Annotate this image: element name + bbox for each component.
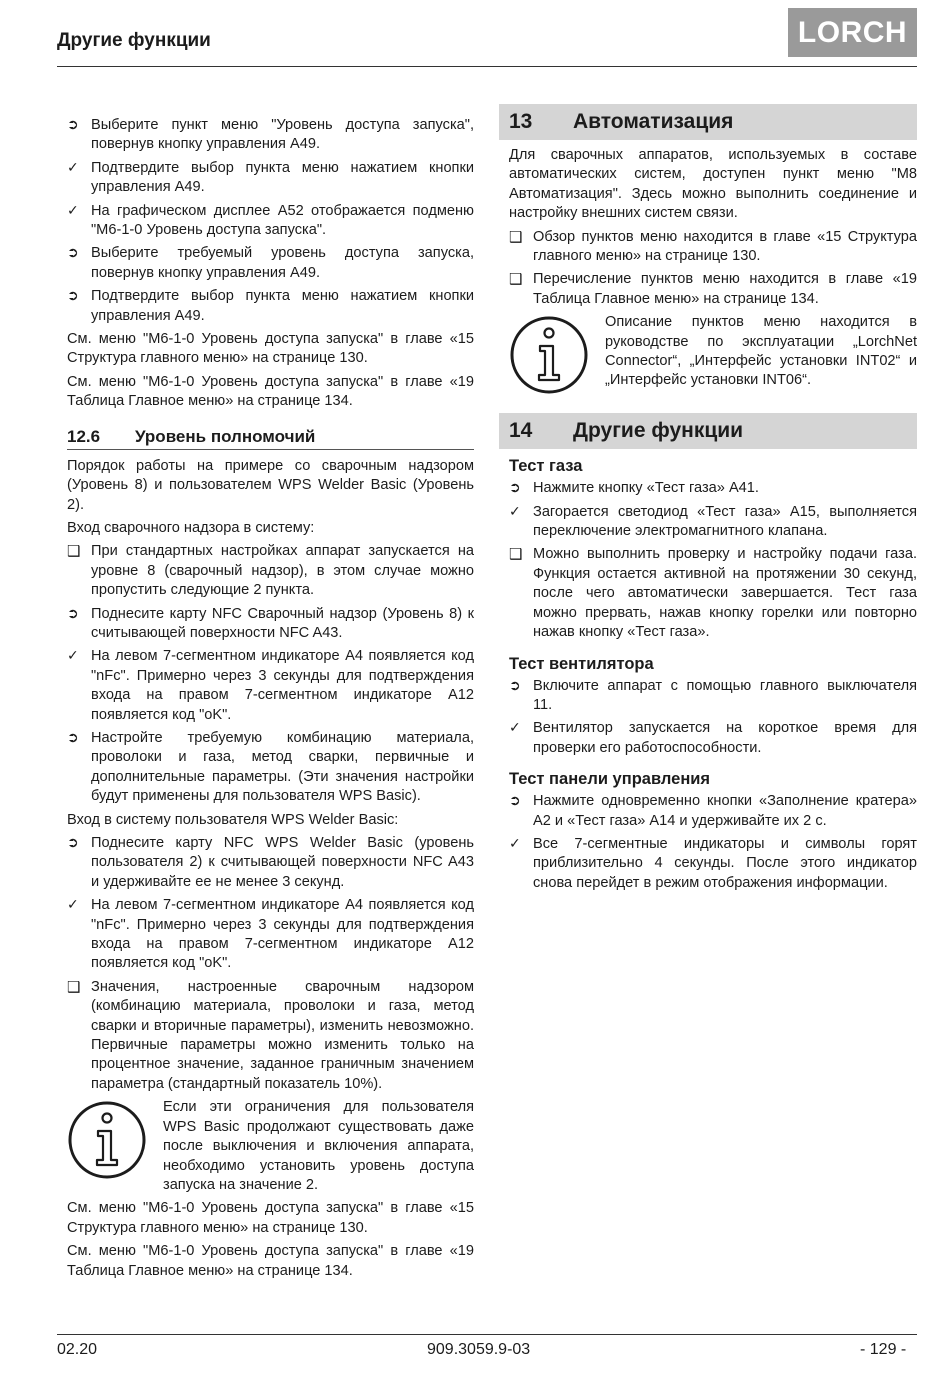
list-item-text: При стандартных настройках аппарат запускается на уровне 8 (сварочный надзор), в этом случае можно пропустить следующие 2 пункта.	[91, 543, 474, 599]
check-marker-icon: ✓	[509, 503, 521, 520]
list-item-text: Подтвердите выбор пункта меню нажатием кнопки управления A49.	[91, 159, 474, 196]
list-item	[509, 835, 917, 893]
footer-date: 02.20	[57, 1341, 98, 1358]
menu-reference: См. меню "M6-1-0 Уровень доступа запуска" в главе «15 Структура главного меню» на странице 130.	[67, 1200, 474, 1236]
footer-doc-number: 909.3059.9-03	[427, 1341, 531, 1358]
list-item-text: Значения, настроенные сварочным надзором (комбинацию материала, проволоки и газа, метод сварки и вторичные параметры), изменить невозможно. Первичные параметры можно изменить только на процентное значение, заданное граничным значением параметра (стандартный показатель 10%).	[91, 978, 474, 1092]
list-item	[509, 545, 917, 642]
chapter-heading-14	[499, 413, 917, 449]
info-note-text: Если эти ограничения для пользователя WPS Basic продолжают существовать даже после выключения и включения аппарата, необходимо установить уровень доступа запуска на значение 2.	[163, 1099, 474, 1193]
list-item	[67, 159, 474, 198]
check-marker-icon: ✓	[67, 202, 79, 219]
arrow-marker-icon: ➲	[509, 677, 521, 694]
list-item-text: Нажмите одновременно кнопки «Заполнение кратера» A2 и «Тест газа» A14 и удерживайте их 2 с.	[533, 793, 917, 829]
menu-reference: См. меню "M6-1-0 Уровень доступа запуска" в главе «19 Таблица Главное меню» на странице 134.	[67, 373, 474, 410]
paragraph: Вход в систему пользователя WPS Welder Basic:	[67, 811, 399, 828]
list-item-text: Обзор пунктов меню находится в главе «15 Структура главного меню» на странице 130.	[533, 228, 917, 265]
list-item	[67, 287, 474, 326]
section-title: Уровень полномочий	[135, 426, 316, 446]
menu-reference: См. меню "M6-1-0 Уровень доступа запуска" в главе «19 Таблица Главное меню» на странице 134.	[67, 1243, 474, 1279]
list-item	[67, 647, 474, 725]
box-marker-icon: ❑	[509, 545, 523, 564]
info-note	[67, 1098, 474, 1195]
info-note-text: Описание пунктов меню находится в руководстве по эксплуатации „LorchNet Connector“, „Интерфейс установки INT02“ и „Интерфейс установки INT06“.	[605, 314, 917, 389]
arrow-marker-icon: ➲	[67, 729, 79, 746]
gas-test-steps	[509, 479, 917, 642]
arrow-marker-icon: ➲	[67, 605, 79, 622]
subheading-gas-test: Тест газа	[509, 457, 583, 476]
list-item-text: Загорается светодиод «Тест газа» A15, выполняется переключение электромагнитного клапана.	[533, 503, 917, 540]
automation-references	[509, 228, 917, 310]
list-item	[509, 677, 917, 716]
left-column	[67, 116, 474, 1285]
right-column	[499, 104, 917, 897]
box-marker-icon: ❑	[509, 270, 523, 289]
check-marker-icon: ✓	[509, 835, 521, 852]
list-item-text: На левом 7-сегментном индикаторе A4 появляется код "nFc". Примерно через 3 секунды для подтверждения входа на правом 7-сегментном индикаторе A12 появляется код "oK".	[91, 648, 474, 723]
list-item-text: Поднесите карту NFC Сварочный надзор (Уровень 8) к считывающей поверхности NFC A43.	[91, 605, 474, 641]
basic-user-login-steps	[67, 834, 474, 1094]
intro-steps	[67, 116, 474, 326]
list-item-text: Можно выполнить проверку и настройку подачи газа. Функция остается активной на протяжении 30 секунд, после чего автоматически завершается. Тест газа можно прервать, нажав кнопку горелки или повторно нажав кнопку «Тест газа».	[533, 546, 917, 641]
list-item	[509, 719, 917, 758]
paragraph: Для сварочных аппаратов, используемых в составе автоматических систем, доступен пункт меню "M8 Автоматизация". Здесь можно выполнить соединение и настройку внешних систем связи.	[509, 147, 917, 222]
chapter-number: 14	[509, 419, 533, 443]
list-item	[67, 729, 474, 807]
chapter-heading-13	[499, 104, 917, 140]
check-marker-icon: ✓	[67, 897, 79, 914]
paragraph: Порядок работы на примере со сварочным надзором (Уровень 8) и пользователем WPS Welder Basic (Уровень 2).	[67, 457, 474, 513]
arrow-marker-icon: ➲	[509, 480, 521, 497]
list-item-text: Перечисление пунктов меню находится в главе «19 Таблица Главное меню» на странице 134.	[533, 271, 917, 307]
list-item-text: Нажмите кнопку «Тест газа» A41.	[533, 480, 759, 497]
list-item	[67, 605, 474, 644]
list-item	[67, 542, 474, 600]
page-header-title: Другие функции	[57, 30, 211, 51]
list-item-text: Все 7-сегментные индикаторы и символы горят приблизительно 4 секунды. После этого индикатор снова перейдет в режим отображения информации.	[533, 835, 917, 891]
check-marker-icon: ✓	[67, 648, 79, 665]
list-item	[67, 244, 474, 283]
chapter-title: Автоматизация	[573, 110, 734, 133]
arrow-marker-icon: ➲	[67, 288, 79, 305]
list-item-text: Настройте требуемую комбинацию материала, проволоки и газа, метод сварки, первичные и дополнительные параметры. (Эти значения настройки будут применены для пользователя WPS Basic).	[91, 729, 474, 805]
list-item	[509, 270, 917, 309]
list-item	[509, 228, 917, 267]
info-note	[509, 313, 917, 399]
list-item-text: Вентилятор запускается на короткое время для проверки его работоспособности.	[533, 720, 917, 756]
header-divider	[57, 66, 917, 67]
arrow-marker-icon: ➲	[67, 245, 79, 262]
box-marker-icon: ❑	[67, 542, 81, 561]
list-item	[67, 978, 474, 1094]
check-marker-icon: ✓	[67, 159, 79, 176]
list-item-text: На левом 7-сегментном индикаторе A4 появляется код "nFc". Примерно через 3 секунды для подтверждения входа на правом 7-сегментном индикаторе A12 появляется код "oK".	[91, 897, 474, 972]
list-item-text: Включите аппарат с помощью главного выключателя 11.	[533, 677, 917, 713]
arrow-marker-icon: ➲	[67, 835, 79, 851]
list-item	[67, 116, 474, 155]
paragraph: Вход сварочного надзора в систему:	[67, 519, 315, 536]
menu-reference: См. меню "M6-1-0 Уровень доступа запуска" в главе «15 Структура главного меню» на странице 130.	[67, 331, 474, 367]
list-item	[509, 792, 917, 831]
info-icon	[509, 313, 605, 399]
list-item-text: Выберите требуемый уровень доступа запуска, повернув кнопку управления A49.	[91, 245, 474, 281]
box-marker-icon: ❑	[509, 227, 523, 246]
list-item-text: На графическом дисплее A52 отображается подменю "M6-1-0 Уровень доступа запуска".	[91, 202, 474, 239]
list-item	[67, 896, 474, 974]
box-marker-icon: ❑	[67, 977, 81, 996]
arrow-marker-icon: ➲	[509, 793, 521, 810]
footer-divider	[57, 1334, 917, 1335]
lorch-logo: LORCH	[788, 8, 917, 57]
supervisor-login-steps	[67, 542, 474, 806]
fan-test-steps	[509, 677, 917, 759]
panel-test-steps	[509, 792, 917, 893]
list-item-text: Выберите пункт меню "Уровень доступа запуска", повернув кнопку управления A49.	[91, 117, 474, 153]
arrow-marker-icon: ➲	[67, 117, 79, 133]
subheading-fan-test: Тест вентилятора	[509, 654, 654, 673]
section-heading-12-6	[67, 426, 474, 450]
info-icon	[67, 1098, 163, 1184]
list-item	[67, 202, 474, 241]
subheading-panel-test: Тест панели управления	[509, 770, 711, 789]
list-item	[509, 479, 917, 498]
chapter-title: Другие функции	[573, 419, 744, 443]
list-item-text: Подтвердите выбор пункта меню нажатием кнопки управления A49.	[91, 288, 474, 324]
check-marker-icon: ✓	[509, 720, 521, 737]
list-item	[67, 834, 474, 892]
section-number: 12.6	[67, 426, 101, 446]
chapter-number: 13	[509, 110, 533, 133]
list-item-text: Поднесите карту NFC WPS Welder Basic (уровень пользователя 2) к считывающей поверхности NFC A43 и удерживайте ее не менее 3 секунд.	[91, 835, 474, 890]
list-item	[509, 503, 917, 542]
footer-page-number: - 129 -	[860, 1341, 907, 1358]
